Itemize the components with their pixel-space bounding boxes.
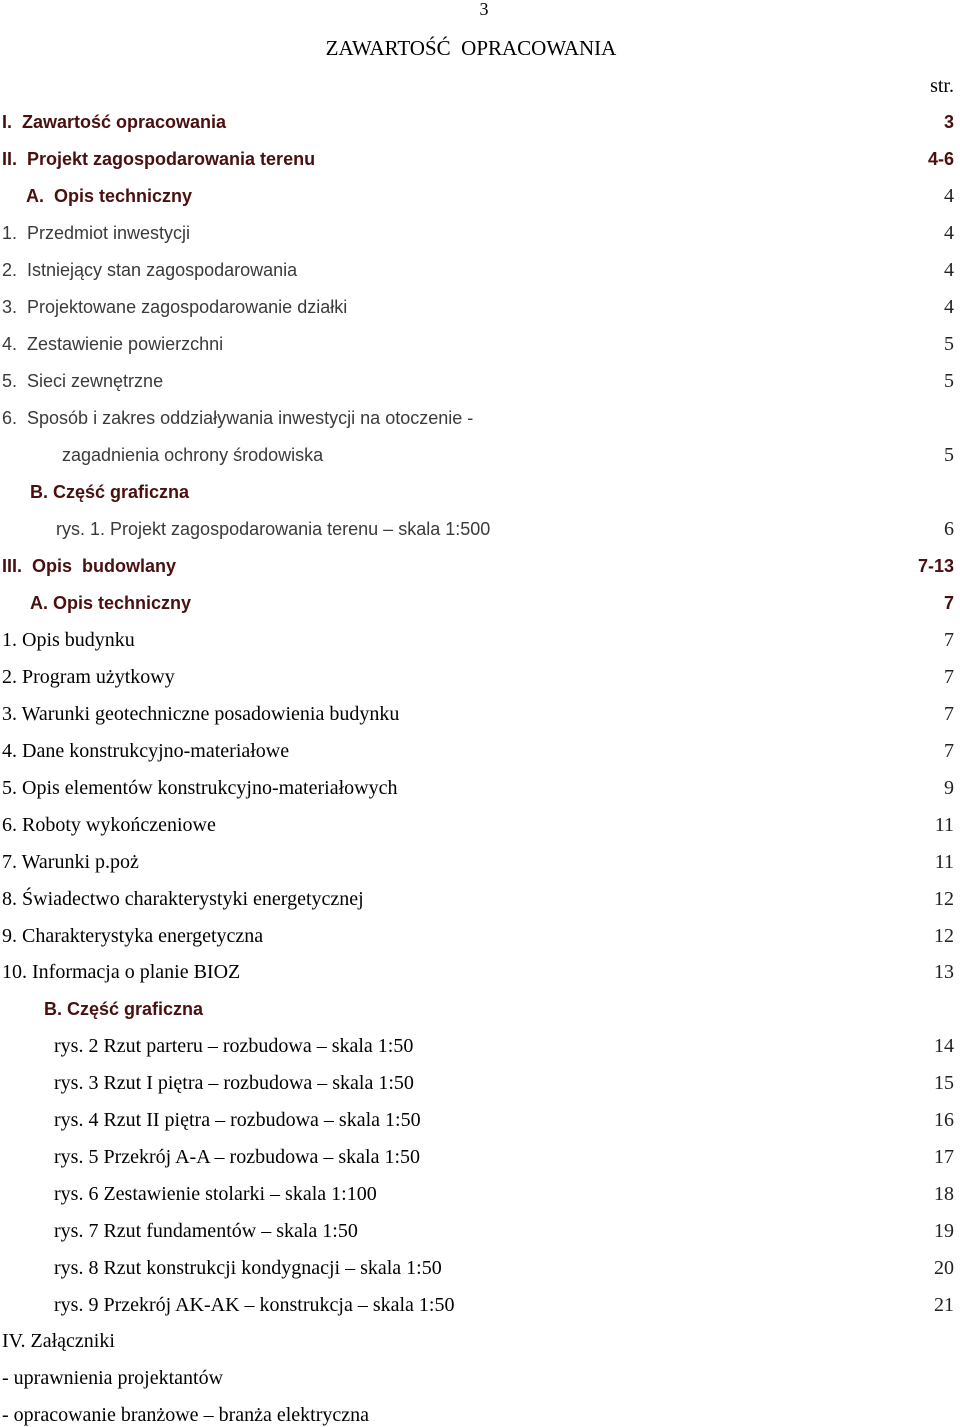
toc-entry-page: 18: [934, 1183, 954, 1205]
toc-entry-page: 17: [934, 1146, 954, 1168]
toc-entry-page: 6: [944, 518, 954, 540]
toc-entry: [0, 1108, 960, 1132]
page-number: 3: [479, 0, 489, 19]
toc-entry-page: 4: [944, 222, 954, 244]
toc-entry: [0, 776, 960, 800]
toc-entry: [0, 110, 960, 134]
toc-entry-page: 7: [943, 593, 954, 613]
toc-entry: [0, 591, 960, 615]
toc-entry-page: 4: [944, 185, 954, 207]
toc-entry: [0, 887, 960, 911]
toc-entry-page: 7: [944, 740, 954, 762]
toc-entry: [0, 443, 960, 467]
toc-entry: [0, 1366, 960, 1390]
toc-entry: [0, 924, 960, 948]
toc-entry: [0, 1182, 960, 1206]
toc-entry-page: 9: [944, 777, 954, 799]
toc-entry-page: 16: [934, 1109, 954, 1131]
toc-entry-label: 3. Warunki geotechniczne posadowienia budynku: [2, 703, 400, 725]
toc-entry-label: 3. Projektowane zagospodarowanie działki: [2, 297, 348, 317]
toc-entry-page: 4-6: [927, 149, 954, 169]
toc-entry: [0, 702, 960, 726]
toc-entry: [0, 480, 960, 504]
toc-entry: [0, 258, 960, 282]
toc-entry-label: 2. Program użytkowy: [2, 666, 175, 688]
toc-entry: [0, 665, 960, 689]
toc-entry-label: 9. Charakterystyka energetyczna: [2, 925, 264, 947]
document-title: ZAWARTOŚĆ OPRACOWANIA: [325, 36, 617, 60]
toc-entry-label: rys. 7 Rzut fundamentów – skala 1:50: [54, 1220, 358, 1242]
toc-entry-label: 4. Zestawienie powierzchni: [2, 334, 224, 354]
toc-entry-label: 5. Opis elementów konstrukcyjno-materiałowych: [2, 777, 398, 799]
toc-entry-page: 21: [934, 1294, 954, 1316]
toc-entry-page: 4: [944, 296, 954, 318]
toc-entry: [0, 813, 960, 837]
toc-entry-page: 3: [943, 112, 954, 132]
toc-entry-label: rys. 8 Rzut konstrukcji kondygnacji – skala 1:50: [54, 1257, 442, 1279]
toc-entry: [0, 221, 960, 245]
toc-entry-label: I. Zawartość opracowania: [2, 112, 227, 132]
toc-entry-page: 11: [934, 851, 954, 873]
toc-entry-page: 15: [934, 1072, 954, 1094]
toc-entry: [0, 997, 960, 1021]
toc-entry: [0, 850, 960, 874]
toc-entry-label: 4. Dane konstrukcyjno-materiałowe: [2, 740, 290, 762]
toc-entry: [0, 554, 960, 578]
toc-entry-page: 7: [944, 703, 954, 725]
toc-entry-label: 10. Informacja o planie BIOZ: [2, 961, 241, 983]
toc-entry: [0, 739, 960, 763]
toc-entry-label: IV. Załączniki: [2, 1330, 115, 1352]
toc-entry-label: 7. Warunki p.poż: [2, 851, 139, 873]
toc-entry-label: B. Część graficzna: [30, 482, 190, 502]
toc-entry-label: rys. 5 Przekrój A-A – rozbudowa – skala 1:50: [54, 1146, 421, 1168]
toc-entry-label: 1. Przedmiot inwestycji: [2, 223, 191, 243]
toc-entry: [0, 295, 960, 319]
toc-entry-label: zagadnienia ochrony środowiska: [62, 445, 324, 465]
toc-entry-page: 5: [944, 333, 954, 355]
toc-entry-label: rys. 9 Przekrój AK-AK – konstrukcja – skala 1:50: [54, 1294, 455, 1316]
toc-entry-label: B. Część graficzna: [44, 999, 204, 1019]
toc-entry-label: III. Opis budowlany: [2, 556, 177, 576]
toc-entry-page: 19: [934, 1220, 954, 1242]
toc-entry: [0, 1256, 960, 1280]
toc-entry-label: - opracowanie branżowe – branża elektryczna: [2, 1404, 370, 1426]
toc-entry-page: 7: [944, 666, 954, 688]
toc-entry: [0, 406, 960, 430]
toc-entry-label: A. Opis techniczny: [30, 593, 192, 613]
toc-entry-page: 12: [934, 888, 954, 910]
toc-entry: [0, 147, 960, 171]
toc-entry-page: 12: [934, 925, 954, 947]
toc-entry-page: 11: [934, 814, 954, 836]
toc-entry: [0, 1034, 960, 1058]
toc-entry: [0, 517, 960, 541]
toc-entry-page: 4: [944, 259, 954, 281]
toc-entry-page: 7: [944, 629, 954, 651]
toc-entry-label: 5. Sieci zewnętrzne: [2, 371, 164, 391]
toc-entry-label: - uprawnienia projektantów: [2, 1367, 224, 1389]
toc-entry-label: rys. 6 Zestawienie stolarki – skala 1:100: [54, 1183, 377, 1205]
toc-entry: [0, 369, 960, 393]
toc-entry-label: II. Projekt zagospodarowania terenu: [2, 149, 316, 169]
toc-entry: [0, 184, 960, 208]
toc-entry-label: A. Opis techniczny: [26, 186, 193, 206]
toc-entry-label: 1. Opis budynku: [2, 629, 135, 651]
toc-entry-page: 5: [944, 444, 954, 466]
toc-entry-label: rys. 3 Rzut I piętra – rozbudowa – skala 1:50: [54, 1072, 414, 1094]
toc-entry: [0, 332, 960, 356]
toc-entry-label: 6. Sposób i zakres oddziaływania inwestycji na otoczenie -: [2, 408, 474, 428]
toc-entry-page: 20: [934, 1257, 954, 1279]
toc-entry-label: rys. 2 Rzut parteru – rozbudowa – skala 1:50: [54, 1035, 414, 1057]
toc-entry-label: rys. 1. Projekt zagospodarowania terenu – skala 1:500: [56, 519, 491, 539]
toc-entry-label: rys. 4 Rzut II piętra – rozbudowa – skala 1:50: [54, 1109, 421, 1131]
toc-entry-page: 13: [934, 961, 954, 983]
page-column-label: str.: [930, 75, 954, 97]
toc-entry: [0, 1145, 960, 1169]
toc-entry: [0, 1329, 960, 1353]
toc-entry-label: 6. Roboty wykończeniowe: [2, 814, 216, 836]
toc-entry-page: 14: [934, 1035, 954, 1057]
toc-entry-page: 5: [944, 370, 954, 392]
toc-entry: [0, 1403, 960, 1427]
toc-entry-label: 8. Świadectwo charakterystyki energetycznej: [2, 888, 364, 910]
toc-entry: [0, 1293, 960, 1317]
toc-entry: [0, 628, 960, 652]
toc-entry: [0, 960, 960, 984]
toc-entry-page: 7-13: [917, 556, 954, 576]
toc-entry: [0, 1219, 960, 1243]
toc-entry-label: 2. Istniejący stan zagospodarowania: [2, 260, 298, 280]
toc-entry: [0, 1071, 960, 1095]
